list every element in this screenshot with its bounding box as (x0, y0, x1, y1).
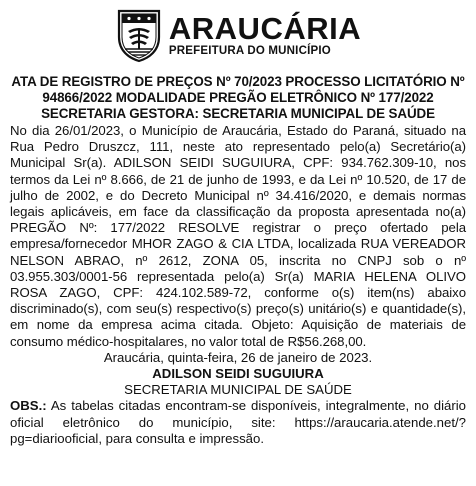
observation-label: OBS.: (10, 398, 47, 414)
header (10, 6, 466, 64)
brand-name: ARAUCÁRIA (168, 10, 362, 46)
signer-name: ADILSON SEIDI SUGUIURA (152, 366, 324, 382)
document-body: No dia 26/01/2023, o Município de Araucária, Estado do Paraná, situado na Rua Pedro Druszcz, 111, neste ato representado pelo(a) Secretário(a) Municipal Sr(a). ADILSON SEIDI SUGUIURA, CPF: 934.762.309-10, nos termos da Lei nº 8.666, de 21 de junho de 1993, e da Lei nº 10.520, de 17 de julho de 2002, e do Decreto Municipal nº 34.416/2020, e demais normas legais aplicáveis, em face da classificação da proposta apresentada no(a) PREGÃO Nº: 177/2022 RESOLVE registrar o preço ofertado pela empresa/fornecedor MHOR ZAGO & CIA LTDA, localizada RUA VEREADOR NELSON ABRAO, nº 2612, ZONA 05, inscrita no CNPJ sob o nº 03.955.303/0001-56 representada pelo(a) Sr(a) MARIA HELENA OLIVO ROSA ZAGO, CPF: 424.102.589-72, conforme o(s) item(ns) abaixo discriminado(s), com seu(s) respectivo(s) preço(s) unitário(s) e quantidade(s), em nome da empresa acima citada. Objeto: Aquisição de materiais de consumo médico-hospitalares, no valor total de R$56.268,00. (10, 123, 466, 349)
place-date: Araucária, quinta-feira, 26 de janeiro de 2023. (103, 349, 373, 365)
brand-subtitle: PREFEITURA DO MUNICÍPIO (168, 44, 331, 57)
observation-text: As tabelas citadas encontram-se disponíveis, integralmente, no diário oficial eletrônico do município, site: https://araucaria.atende.net/?pg=diariooficial, para consulta e impressão. (10, 398, 466, 446)
document-title: ATA DE REGISTRO DE PREÇOS Nº 70/2023 PROCESSO LICITATÓRIO Nº 94866/2022 MODALIDADE PREGÃO ELETRÔNICO Nº 177/2022 SECRETARIA GESTORA: SECRETARIA MUNICIPAL DE SAÚDE (11, 74, 465, 121)
municipal-crest-icon (115, 7, 163, 63)
observation (10, 398, 466, 447)
signer-role: SECRETARIA MUNICIPAL DE SAÚDE (124, 382, 352, 398)
brand (168, 10, 362, 58)
